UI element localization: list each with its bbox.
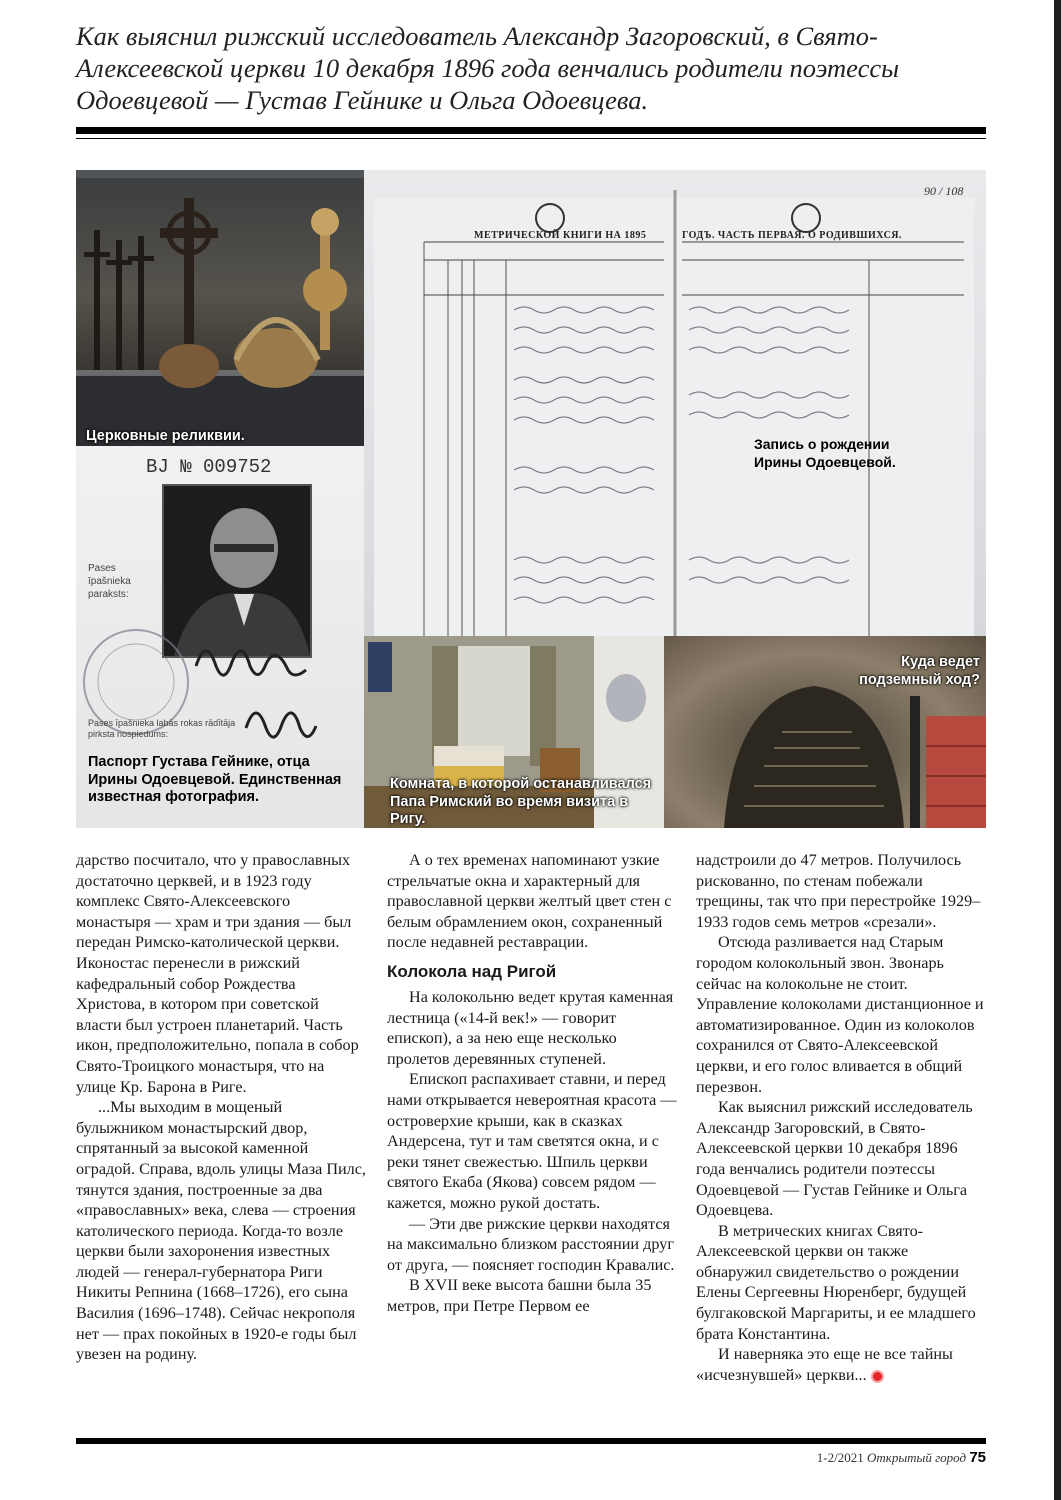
birth-record-caption: Запись о рождении Ирины Одоевцевой. xyxy=(754,436,896,470)
paragraph: дарство посчитало, что у православных достаточно церквей, и в 1923 году комплекс Свято-Алексеевского монастыря — храм и три здания — был передан Римско-католической церкви. Иконостас перенесли в рижский кафедральный собор Рождества Христова, в котором при советской власти был устроен планетарий. Часть икон, предположительно, попала в собор Свято-Троицкого монастыря, что на улице Кр. Барона в Риге. xyxy=(76,851,359,1096)
end-of-article-icon xyxy=(871,1370,884,1383)
magazine-name: Открытый город xyxy=(866,1450,967,1465)
section-heading: Колокола над Ригой xyxy=(387,961,557,981)
header-rule-thick xyxy=(76,127,986,134)
metric-book-page-number: 90 / 108 xyxy=(924,184,964,198)
footer-rule xyxy=(76,1438,986,1444)
metric-book-header-left: МЕТРИЧЕСКОЙ КНИГИ НА 1895 xyxy=(474,230,647,241)
paragraph: А о тех временах напоминают узкие стрельчатые окна и характерный для православной церкви желтый цвет стен с белым обрамлением окон, сохраненный после недавней реставрации. xyxy=(387,851,672,952)
header-rule-thin xyxy=(76,138,986,139)
paragraph: надстроили до 47 метров. Получилось рискованно, по стенам побежали трещины, так что при перестройке 1929–1933 годов семь метров «срезали». xyxy=(696,851,981,931)
tunnel-caption: Куда ведет подземный ход? xyxy=(859,654,980,688)
pull-quote: Как выяснил рижский исследователь Александр Загоровский, в Свято-Алексеевской церкви 10 декабря 1896 года венчались родители поэтессы Одоевцевой — Густав Гейнике и Ольга Одоевцева. xyxy=(76,21,900,115)
passport-fingerprint-label: Pases īpašnieka labās rokas rādītāja pirksta nospiedums: xyxy=(88,718,236,739)
metric-book-photo xyxy=(364,170,986,636)
page-footer xyxy=(817,1449,986,1466)
paragraph: Епископ распахивает ставни, и перед нами открывается невероятная красота — островерхие крыши, как в сказках Андерсена, тут и там светятся окна, и с реки тянет свежестью. Шпиль церкви святого Екаба (Якова) совсем рядом — кажется, можно рукой достать. xyxy=(387,1070,677,1212)
passport-number: BJ № 009752 xyxy=(146,456,272,478)
page-edge-bar xyxy=(1054,0,1061,1500)
room-photo xyxy=(364,636,664,828)
final-paragraph-text: И наверняка это еще не все тайны «исчезнувшей» церкви... xyxy=(696,1345,953,1384)
metric-book-header-right: ГОДЪ. ЧАСТЬ ПЕРВАЯ. О РОДИВШИХСЯ. xyxy=(682,230,903,241)
page-number: 75 xyxy=(969,1449,986,1466)
paragraph: Отсюда разливается над Старым городом колокольный звон. Звонарь сейчас на колокольне не стоит. Управление колоколами дистанционное и автоматизированное. Один из колоколов сохранился от Свято-Алексеевской церкви, и его голос вливается в общий перезвон. xyxy=(696,933,984,1096)
passport-signature-label: Pases īpašnieka paraksts: xyxy=(88,563,131,600)
paragraph: — Эти две рижские церкви находятся на максимально близком расстоянии друг от друга, — поясняет господин Кравалис. xyxy=(387,1214,675,1274)
relics-illustration xyxy=(76,170,364,446)
passport-caption: Паспорт Густава Гейнике, отца Ирины Одоевцевой. Единственная известная фотография. xyxy=(88,754,342,805)
text-column-3 xyxy=(696,850,986,1385)
room-caption: Комната, в которой останавливался Папа Римский во время визита в Ригу. xyxy=(390,776,652,827)
tunnel-photo xyxy=(664,636,986,828)
paragraph: В метрических книгах Свято-Алексеевской церкви он также обнаружил свидетельство о рождении Елены Сергеевны Нюренберг, будущей булгаковской Маргариты, и ее младшего брата Константина. xyxy=(696,1221,976,1343)
paragraph: ...Мы выходим в мощеный булыжником монастырский двор, спрятанный за высокой каменной оградой. Справа, вдоль улицы Маза Пилс, тянутся здания, построенные за два «православных» века, слева — строения католического периода. Когда-то возле церкви были захоронения известных людей — генерал-губернатора Риги Никиты Репнина (1668–1726), его сына Василия (1696–1748). Сейчас некрополя нет — прах покойных в 1920-е годы был увезен на родину. xyxy=(76,1098,366,1364)
paragraph: В XVII веке высота башни была 35 метров, при Петре Первом ее xyxy=(387,1276,652,1315)
text-column-1 xyxy=(76,850,366,1365)
passport-photo xyxy=(76,446,364,828)
paragraph: На колокольню ведет крутая каменная лестница («14-й век!» — говорит епископ), а за нею еще несколько пролетов деревянных ступеней. xyxy=(387,987,674,1068)
paragraph: Как выяснил рижский исследователь Александр Загоровский, в Свято-Алексеевской церкви 10 декабря 1896 года венчались родители поэтессы Одоевцевой — Густав Гейнике и Ольга Одоевцева. xyxy=(696,1098,973,1220)
final-paragraph xyxy=(696,1344,986,1385)
text-column-2 xyxy=(387,850,677,1316)
relics-photo xyxy=(76,170,364,446)
issue-number: 1-2/2021 xyxy=(816,1450,864,1465)
relics-caption: Церковные реликвии. xyxy=(86,428,245,444)
